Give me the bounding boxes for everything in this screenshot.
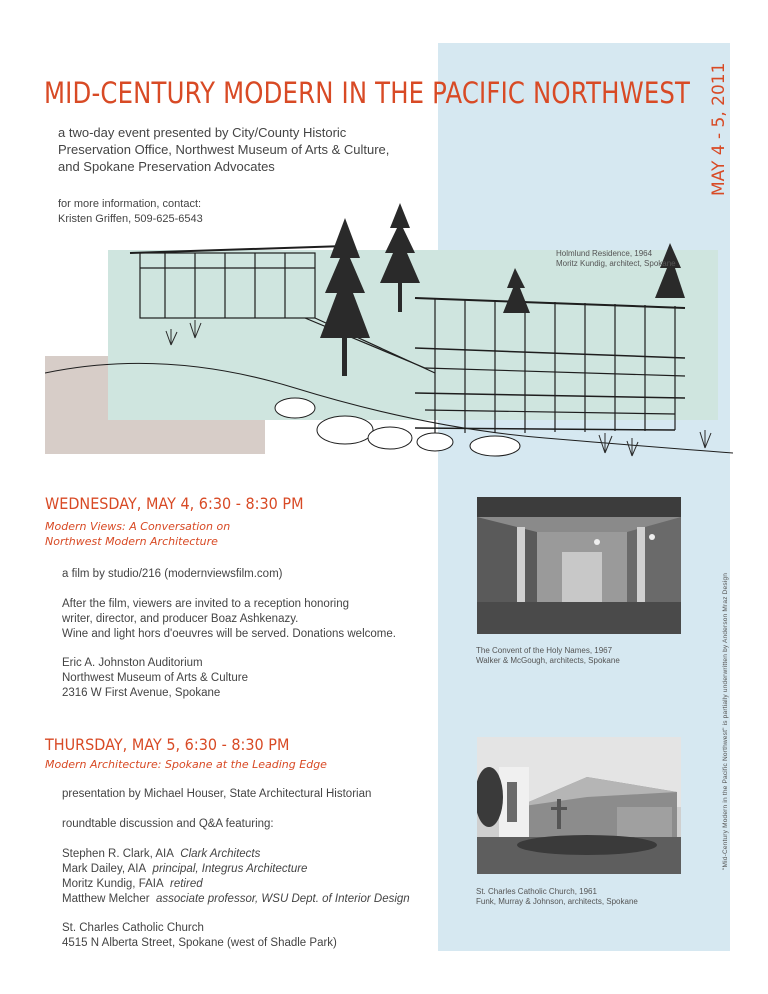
venue-line: 4515 N Alberta Street, Spokane (west of Shadle Park) [62,937,337,949]
sponsor-credit: "Mid-Century Modern in the Pacific Northwest" is partially underwritten by Anderson Mraz Design [722,572,729,870]
panelist-name: Mark Dailey, AIA [62,863,147,875]
panelist-name: Moritz Kundig, FAIA [62,878,164,890]
roundtable-text: roundtable discussion and Q&A featuring: [62,818,274,830]
contact-label: for more information, contact: [58,198,202,210]
caption-line: Funk, Murray & Johnson, architects, Spokane [476,897,638,906]
panelist-list [62,847,410,907]
wednesday-subtitle [45,519,230,549]
page-title: MID-CENTURY MODERN IN THE PACIFIC NORTHWEST [44,76,691,110]
intro-line: a two-day event presented by City/County Historic [58,125,347,140]
panelist-role: Clark Architects [180,848,261,860]
intro-line: Preservation Office, Northwest Museum of Arts & Culture, [58,142,390,157]
holmlund-residence-drawing [45,198,733,488]
subtitle-line: Modern Views: A Conversation on [45,520,231,533]
caption-line: Moritz Kundig, architect, Spokane [556,259,676,268]
intro-text [58,124,438,175]
event-dates: MAY 4 - 5, 2011 [709,62,729,196]
contact-name-phone: Kristen Griffen, 509-625-6543 [58,213,203,225]
venue-line: 2316 W First Avenue, Spokane [62,687,221,699]
venue-line: Eric A. Johnston Auditorium [62,657,203,669]
panelist-role: associate professor, WSU Dept. of Interior Design [155,893,410,905]
holmlund-caption [556,249,676,269]
subtitle-line: Northwest Modern Architecture [45,535,218,548]
intro-line: and Spokane Preservation Advocates [58,159,275,174]
church-caption [476,887,638,907]
panelist-name: Matthew Melcher [62,893,150,905]
caption-line: St. Charles Catholic Church, 1961 [476,887,597,896]
thursday-heading: THURSDAY, MAY 5, 6:30 - 8:30 PM [45,735,290,754]
church-photo [477,737,681,874]
caption-line: The Convent of the Holy Names, 1967 [476,646,613,655]
thursday-venue [62,921,337,951]
convent-photo [477,497,681,634]
wednesday-venue [62,656,248,701]
reception-line: Wine and light hors d'oeuvres will be served. Donations welcome. [62,628,396,640]
panelist-item [62,892,410,907]
venue-line: St. Charles Catholic Church [62,922,204,934]
convent-caption [476,646,620,666]
presentation-text: presentation by Michael Houser, State Architectural Historian [62,788,372,800]
thursday-subtitle: Modern Architecture: Spokane at the Leading Edge [45,758,327,771]
film-credit: a film by studio/216 (modernviewsfilm.com) [62,568,283,580]
caption-line: Holmlund Residence, 1964 [556,249,653,258]
reception-line: After the film, viewers are invited to a reception honoring [62,598,350,610]
panelist-item [62,877,410,892]
panelist-role: retired [170,878,203,890]
wednesday-heading: WEDNESDAY, MAY 4, 6:30 - 8:30 PM [45,494,304,513]
reception-line: writer, director, and producer Boaz Ashkenazy. [62,613,299,625]
panelist-role: principal, Integrus Architecture [152,863,308,875]
panelist-item [62,862,410,877]
panelist-name: Stephen R. Clark, AIA [62,848,174,860]
venue-line: Northwest Museum of Arts & Culture [62,672,248,684]
panelist-item [62,847,410,862]
caption-line: Walker & McGough, architects, Spokane [476,656,620,665]
reception-text [62,597,396,642]
